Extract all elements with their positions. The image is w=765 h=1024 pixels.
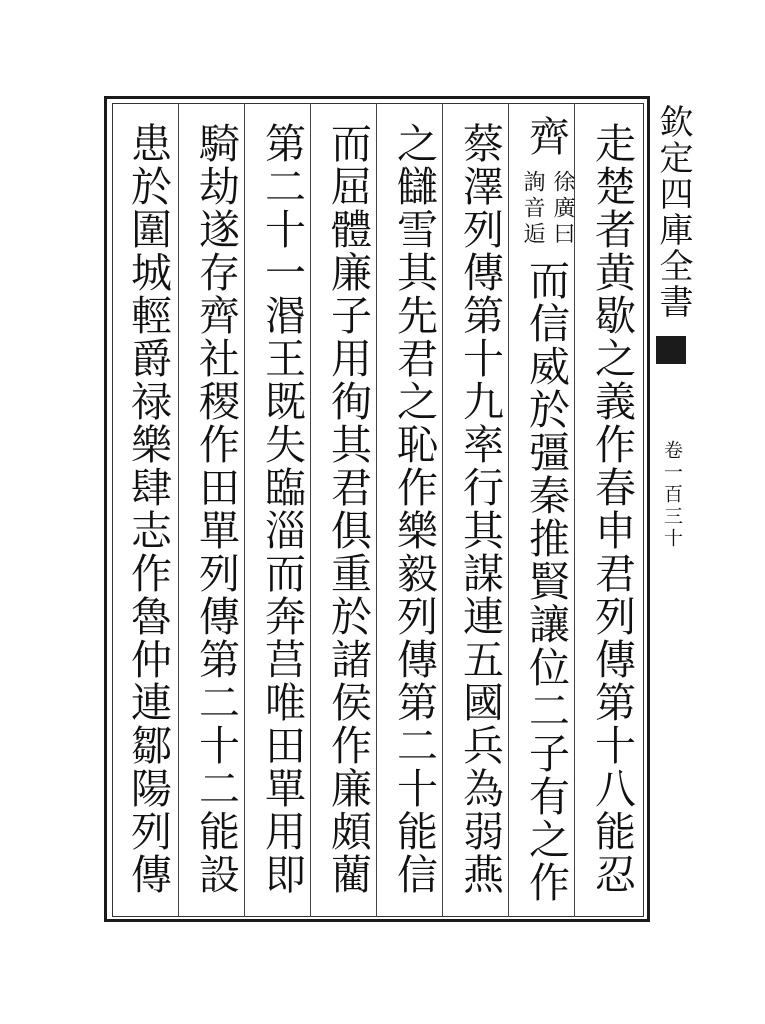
text-column-2-body: 而信威於彊秦推賢讓位二子有之作 — [522, 258, 570, 904]
juan-number: 卷一百三十 — [661, 440, 683, 550]
fishtail-mark — [656, 336, 686, 364]
annotation-right: 徐廣曰 — [550, 170, 575, 248]
column-rule — [178, 103, 179, 917]
text-column-2: 齊 — [522, 114, 570, 158]
annotation-left: 詢音逅 — [520, 170, 545, 248]
book-title: 欽定四庫全書 — [653, 104, 693, 320]
text-column-3: 蔡澤列傳第十九率行其謀連五國兵為弱燕 — [456, 122, 504, 896]
text-column-7: 騎劫遂存齊社稷作田單列傳第二十二能設 — [192, 122, 240, 896]
text-column-8: 患於圍城輕爵禄樂肆志作魯仲連鄒陽列傳 — [124, 122, 172, 896]
text-column-1: 走楚者黄歇之義作春申君列傳第十八能忍 — [588, 122, 636, 896]
text-column-4: 之讎雪其先君之恥作樂毅列傳第二十能信 — [390, 122, 438, 896]
text-column-5: 而屈體廉子用徇其君俱重於諸侯作廉頗藺 — [324, 122, 372, 896]
text-column-6: 第二十一湣王既失臨淄而奔莒唯田單用即 — [258, 122, 306, 896]
